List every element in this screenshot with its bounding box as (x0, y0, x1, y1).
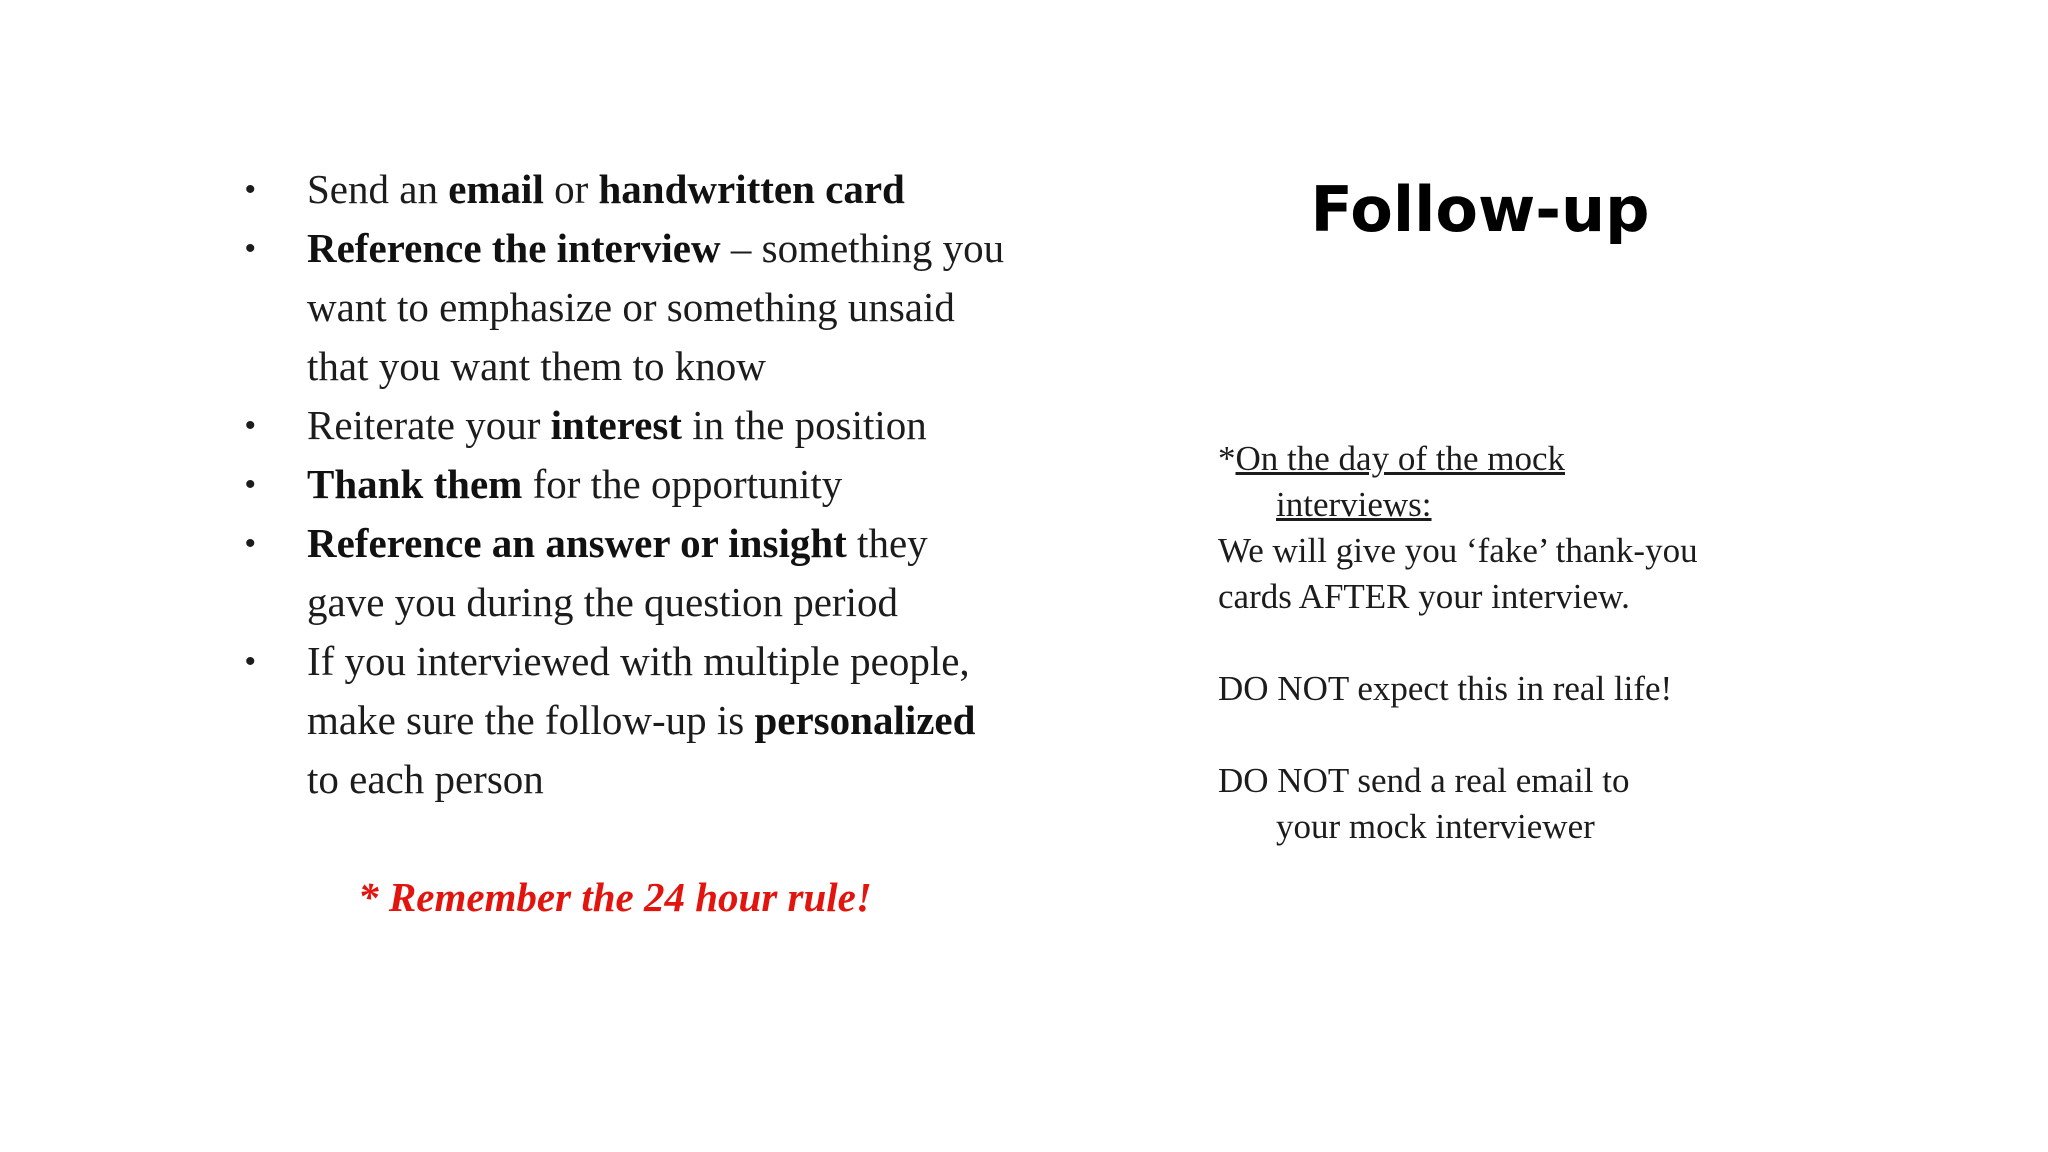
note-line-3: DO NOT expect this in real life! (1218, 669, 1673, 708)
bullet-dot-icon: • (245, 232, 256, 265)
note-spacer (1218, 712, 1778, 758)
bullet-text: to each person (307, 756, 544, 802)
mock-interview-note (1218, 436, 1778, 850)
bullet-dot-icon: • (245, 527, 256, 560)
bullet-dot-icon: • (245, 173, 256, 206)
note-line-5: your mock interviewer (1276, 807, 1595, 846)
note-heading-line-2 (1218, 482, 1778, 528)
bullet-bold-text: Thank them (307, 461, 523, 507)
note-line-2: cards AFTER your interview. (1218, 577, 1630, 616)
bullet-text: – something you want to emphasize or something unsaid that you want them to know (307, 225, 1005, 389)
bullet-bold-text: personalized (754, 697, 976, 743)
note-heading-text: On the day of the mock (1235, 439, 1565, 478)
slide-title: Follow-up (1310, 173, 1650, 246)
bullet-dot-icon: • (245, 468, 256, 501)
bullet-item (245, 219, 1005, 396)
note-spacer (1218, 620, 1778, 666)
bullet-bold-text: Reference the interview (307, 225, 721, 271)
bullet-bold-text: email (448, 166, 544, 212)
bullet-dot-icon: • (245, 645, 256, 678)
bullet-text: If you interviewed with multiple people, make sure the follow-up is (307, 638, 970, 743)
bullet-list (245, 160, 1005, 809)
bullet-bold-text: interest (550, 402, 682, 448)
bullet-text: they gave you during the question period (307, 520, 928, 625)
bullet-item (245, 160, 1005, 219)
bullet-text: or (543, 166, 599, 212)
bullet-bold-text: handwritten card (598, 166, 905, 212)
bullet-item (245, 514, 1005, 632)
bullet-item (245, 632, 1005, 809)
note-line-4: DO NOT send a real email to (1218, 761, 1630, 800)
bullet-item (245, 396, 1005, 455)
note-heading-line-1 (1218, 436, 1778, 482)
bullet-text: for the opportunity (522, 461, 843, 507)
bullet-bold-text: Reference an answer or insight (307, 520, 847, 566)
bullet-dot-icon: • (245, 409, 256, 442)
note-asterisk: * (1218, 439, 1236, 478)
bullet-text: Reiterate your (307, 402, 551, 448)
bullet-item (245, 455, 1005, 514)
note-heading-text-2: interviews: (1276, 485, 1432, 524)
bullet-text: in the position (681, 402, 927, 448)
bullet-text: Send an (307, 166, 449, 212)
reminder-text: * Remember the 24 hour rule! (358, 874, 872, 920)
note-line-1: We will give you ‘fake’ thank-you (1218, 531, 1698, 570)
